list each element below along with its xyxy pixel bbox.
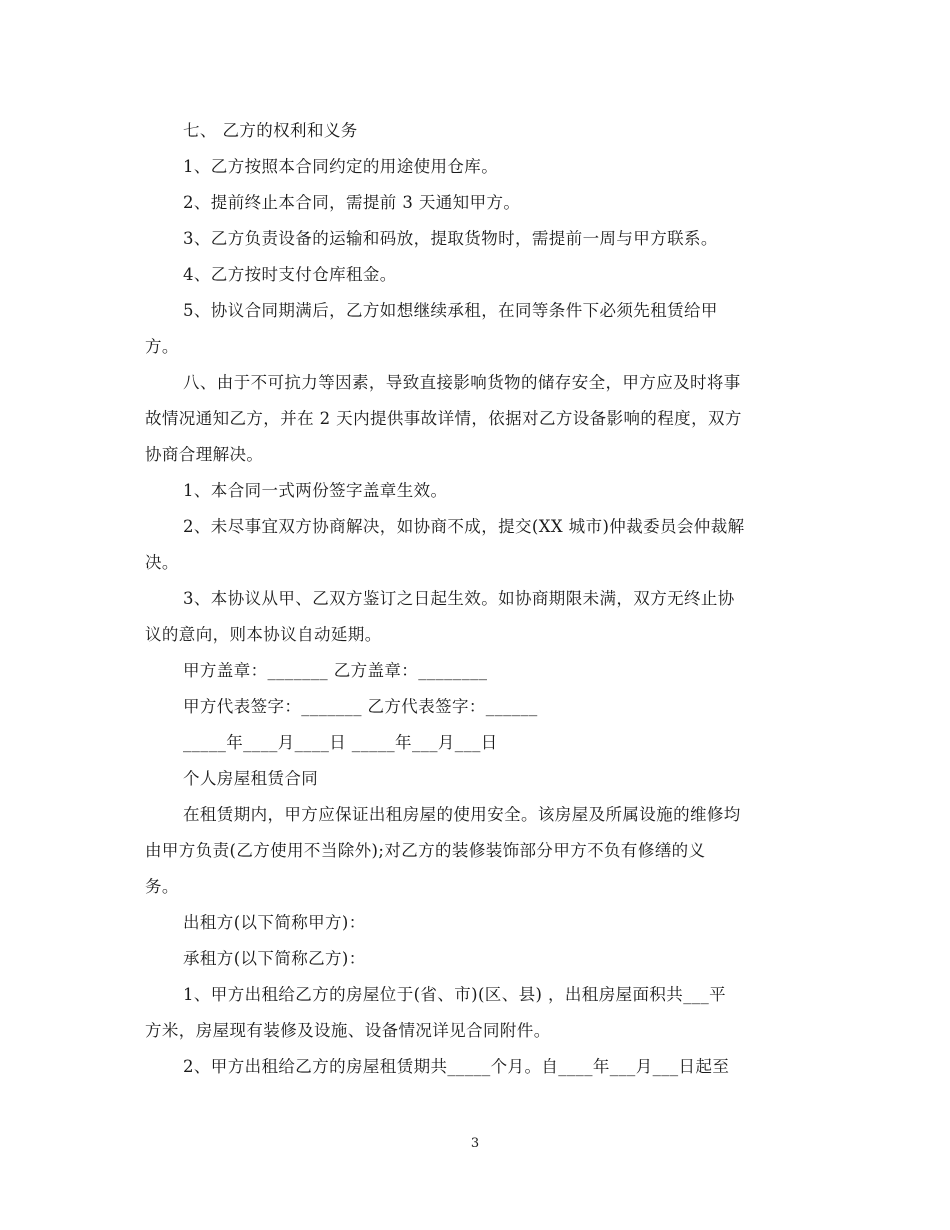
- paragraph-continuation: 方米，房屋现有装修及设施、设备情况详见合同附件。: [145, 1021, 551, 1040]
- paragraph: 3、乙方负责设备的运输和码放，提取货物时，需提前一周与甲方联系。: [183, 229, 718, 248]
- seal-line: 甲方盖章：_______ 乙方盖章：________: [183, 661, 488, 680]
- paragraph: 3、本协议从甲、乙双方鉴订之日起生效。如协商期限未满，双方无终止协: [183, 589, 735, 608]
- section-heading-7: 七、 乙方的权利和义务: [183, 121, 358, 140]
- paragraph-continuation: 议的意向，则本协议自动延期。: [145, 625, 382, 644]
- page-number: 3: [470, 1136, 480, 1151]
- paragraph: 4、乙方按时支付仓库租金。: [183, 265, 397, 284]
- paragraph-continuation: 决。: [145, 553, 179, 572]
- paragraph-continuation: 由甲方负责(乙方使用不当除外);对乙方的装修装饰部分甲方不负有修缮的义: [145, 841, 706, 860]
- document-body: [145, 113, 805, 1085]
- paragraph: 1、本合同一式两份签字盖章生效。: [183, 481, 448, 500]
- paragraph: 在租赁期内，甲方应保证出租房屋的使用安全。该房屋及所属设施的维修均: [183, 805, 741, 824]
- paragraph-continuation: 故情况通知乙方，并在 2 天内提供事故详情，依据对乙方设备影响的程度，双方: [145, 409, 742, 428]
- paragraph: 2、甲方出租给乙方的房屋租赁期共_____个月。自____年___月___日起至: [183, 1057, 730, 1076]
- paragraph: 2、提前终止本合同，需提前 3 天通知甲方。: [183, 193, 521, 212]
- signature-line: 甲方代表签字：_______ 乙方代表签字：______: [183, 697, 538, 716]
- paragraph: 2、未尽事宜双方协商解决，如协商不成，提交(XX 城市)仲裁委员会仲裁解: [183, 517, 745, 536]
- paragraph: 5、协议合同期满后，乙方如想继续承租，在同等条件下必须先租赁给甲: [183, 301, 718, 320]
- lessee-line: 承租方(以下简称乙方)：: [183, 949, 366, 968]
- lessor-line: 出租方(以下简称甲方)：: [183, 913, 366, 932]
- paragraph: 1、甲方出租给乙方的房屋位于(省、市)(区、县) ，出租房屋面积共___平: [183, 985, 727, 1004]
- paragraph-continuation: 协商合理解决。: [145, 445, 264, 464]
- paragraph-continuation: 方。: [145, 337, 179, 356]
- date-line: _____年____月____日 _____年___月___日: [183, 733, 498, 752]
- contract-title: 个人房屋租赁合同: [183, 769, 319, 788]
- paragraph: 1、乙方按照本合同约定的用途使用仓库。: [183, 157, 499, 176]
- paragraph-continuation: 务。: [145, 877, 179, 896]
- section-heading-8: 八、由于不可抗力等因素，导致直接影响货物的储存安全，甲方应及时将事: [183, 373, 741, 392]
